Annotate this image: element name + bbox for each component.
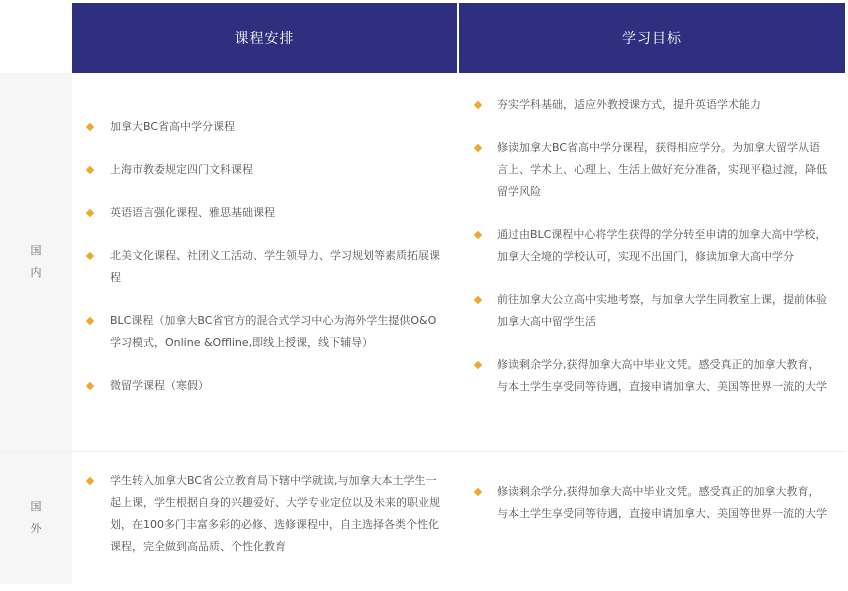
row-divider xyxy=(0,451,845,452)
domestic-course-item: 北美文化课程、社团义工活动、学生领导力、学习规划等素质拓展课程 xyxy=(110,249,440,284)
domestic-goal-item: 修读剩余学分,获得加拿大高中毕业文凭。感受真正的加拿大教育，与本土学生享受同等待遇，直接申请加拿大、美国等世界一流的大学 xyxy=(497,358,827,393)
header-goal-label: 学习目标 xyxy=(622,31,682,47)
row-label-domestic-text: 国内 xyxy=(30,244,42,279)
domestic-course-item: BLC课程（加拿大BC省官方的混合式学习中心为海外学生提供O&O学习模式，Online &Offline,即线上授课，线下辅导） xyxy=(110,314,437,349)
domestic-course-item: 微留学课程（寒假） xyxy=(110,379,209,392)
domestic-goal-item: 前往加拿大公立高中实地考察，与加拿大学生同教室上课，提前体验加拿大高中留学生活 xyxy=(497,293,827,328)
row-label-domestic xyxy=(0,73,72,451)
header-course-arrangement xyxy=(72,3,457,73)
row-label-abroad-text: 国外 xyxy=(30,499,42,535)
abroad-course-item: 学生转入加拿大BC省公立教育局下辖中学就读,与加拿大本土学生一起上课，学生根据自身的兴趣爱好、大学专业定位以及未来的职业规划，在100多门丰富多彩的必修、选修课程中，自主选择各类个性化课程，完全做到高品质、个性化教育 xyxy=(110,474,440,553)
row-label-abroad xyxy=(0,451,72,584)
domestic-goal-item: 通过由BLC课程中心将学生获得的学分转至申请的加拿大高中学校，加拿大全境的学校认可，实现不出国门，修读加拿大高中学分 xyxy=(497,228,827,263)
header-course-label: 课程安排 xyxy=(234,31,295,47)
abroad-goal-item: 修读剩余学分,获得加拿大高中毕业文凭。感受真正的加拿大教育，与本土学生享受同等待遇，直接申请加拿大、美国等世界一流的大学 xyxy=(497,485,827,520)
header-learning-goals xyxy=(459,3,845,73)
domestic-goal-item: 修读加拿大BC省高中学分课程，获得相应学分。为加拿大留学从语言上、学术上、心理上、生活上做好充分准备，实现平稳过渡，降低留学风险 xyxy=(497,141,827,198)
domestic-course-item: 加拿大BC省高中学分课程 xyxy=(110,120,236,133)
domestic-goal-item: 夯实学科基础，适应外教授课方式，提升英语学术能力 xyxy=(497,98,761,111)
domestic-course-item: 英语语言强化课程、雅思基础课程 xyxy=(110,206,275,219)
domestic-course-item: 上海市教委规定四门文科课程 xyxy=(110,163,253,176)
